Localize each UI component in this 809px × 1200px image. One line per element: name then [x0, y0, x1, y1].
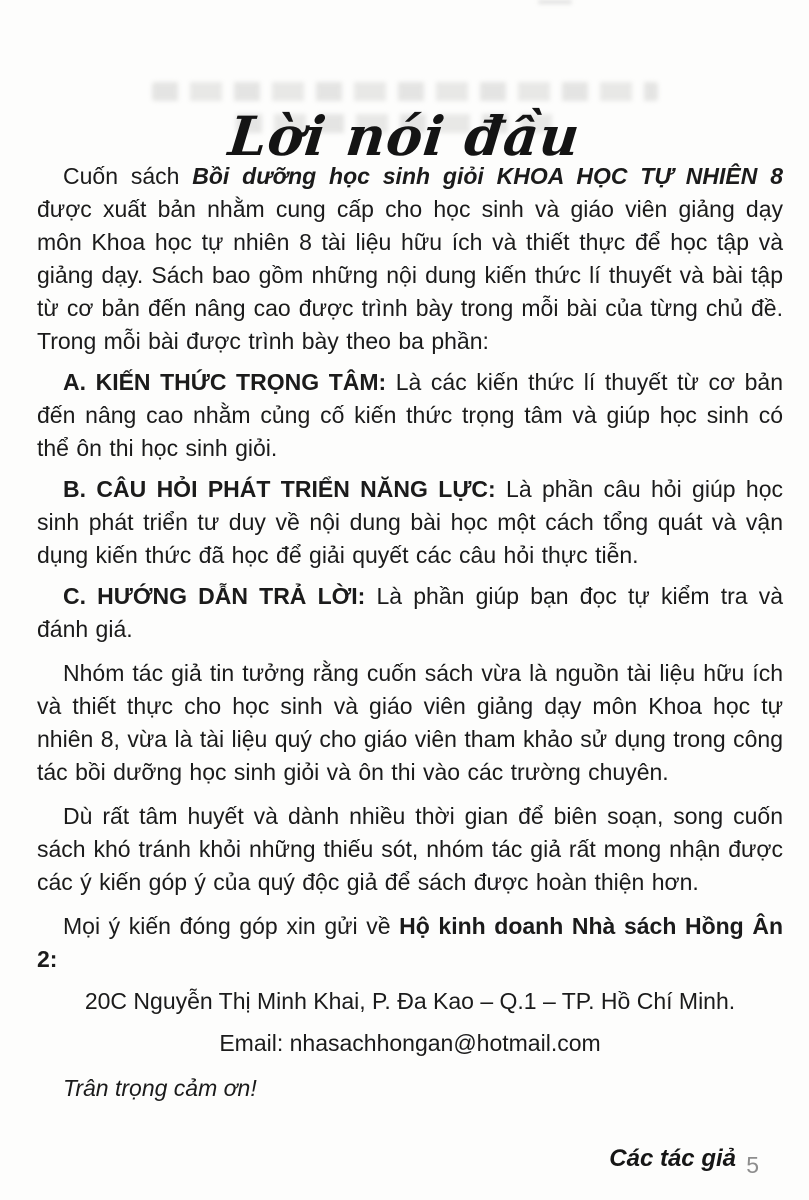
authors-signature: Các tác giả [609, 1145, 736, 1172]
trust-paragraph: Nhóm tác giả tin tưởng rằng cuốn sách vừa là nguồn tài liệu hữu ích và thiết thực cho học sinh và giáo viên giảng dạy môn Khoa học tự nhiên 8, vừa là tài liệu quý cho giáo viên tham khảo sử dụng trong công tác bồi dưỡng học sinh giỏi và ôn thi vào các trường chuyên. [37, 660, 783, 785]
email-line: Email: nhasachhongan@hotmail.com [219, 1030, 601, 1056]
section-b-text: Là phần câu hỏi giúp học sinh phát triển tư duy về nội dung bài học một cách tổng quát và vận dụng kiến thức đã học để giải quyết các câu hỏi thực tiễn. [37, 476, 783, 568]
section-a-text: Là các kiến thức lí thuyết từ cơ bản đến nâng cao nhằm củng cố kiến thức trọng tâm và giúp học sinh có thể ôn thi học sinh giỏi. [37, 369, 783, 461]
section-b-paragraph [37, 473, 783, 572]
section-a-label: A. KIẾN THỨC TRỌNG TÂM: [63, 369, 387, 395]
intro-suffix: được xuất bản nhằm cung cấp cho học sinh và giáo viên giảng dạy môn Khoa học tự nhiên 8 tài liệu hữu ích và thiết thực để học tập và giảng dạy. Sách bao gồm những nội dung kiến thức lí thuyết và bài tập từ cơ bản đến nâng cao được trình bày trong mỗi bài của từng chủ đề. Trong mỗi bài được trình bày theo ba phần: [37, 196, 783, 354]
intro-prefix: Cuốn sách [63, 163, 193, 189]
intro-paragraph [37, 160, 783, 358]
thanks-line: Trân trọng cảm ơn! [63, 1075, 257, 1101]
page-title: Lời nói đầu [225, 104, 584, 169]
section-b-label: B. CÂU HỎI PHÁT TRIỂN NĂNG LỰC: [63, 476, 496, 502]
book-title: Bồi dưỡng học sinh giỏi KHOA HỌC TỰ NHIÊN 8 [192, 163, 783, 189]
section-c-label: C. HƯỚNG DẪN TRẢ LỜI: [63, 583, 366, 609]
contact-prefix: Mọi ý kiến đóng góp xin gửi về [63, 913, 400, 939]
section-c-text: Là phần giúp bạn đọc tự kiểm tra và đánh giá. [37, 583, 784, 642]
page-content [0, 160, 809, 1173]
apology-paragraph: Dù rất tâm huyết và dành nhiều thời gian để biên soạn, song cuốn sách khó tránh khỏi những thiếu sót, nhóm tác giả rất mong nhận được các ý kiến góp ý của quý độc giả để sách được hoàn thiện hơn. [37, 803, 783, 895]
section-c-paragraph [37, 580, 783, 646]
address-line: 20C Nguyễn Thị Minh Khai, P. Đa Kao – Q.1 – TP. Hồ Chí Minh. [84, 988, 736, 1014]
page-number: 5 [746, 1152, 759, 1178]
contact-paragraph [37, 910, 783, 976]
store-name: Hộ kinh doanh Nhà sách Hồng Ân 2: [37, 913, 784, 972]
section-a-paragraph [37, 366, 783, 465]
page-header [0, 0, 809, 169]
